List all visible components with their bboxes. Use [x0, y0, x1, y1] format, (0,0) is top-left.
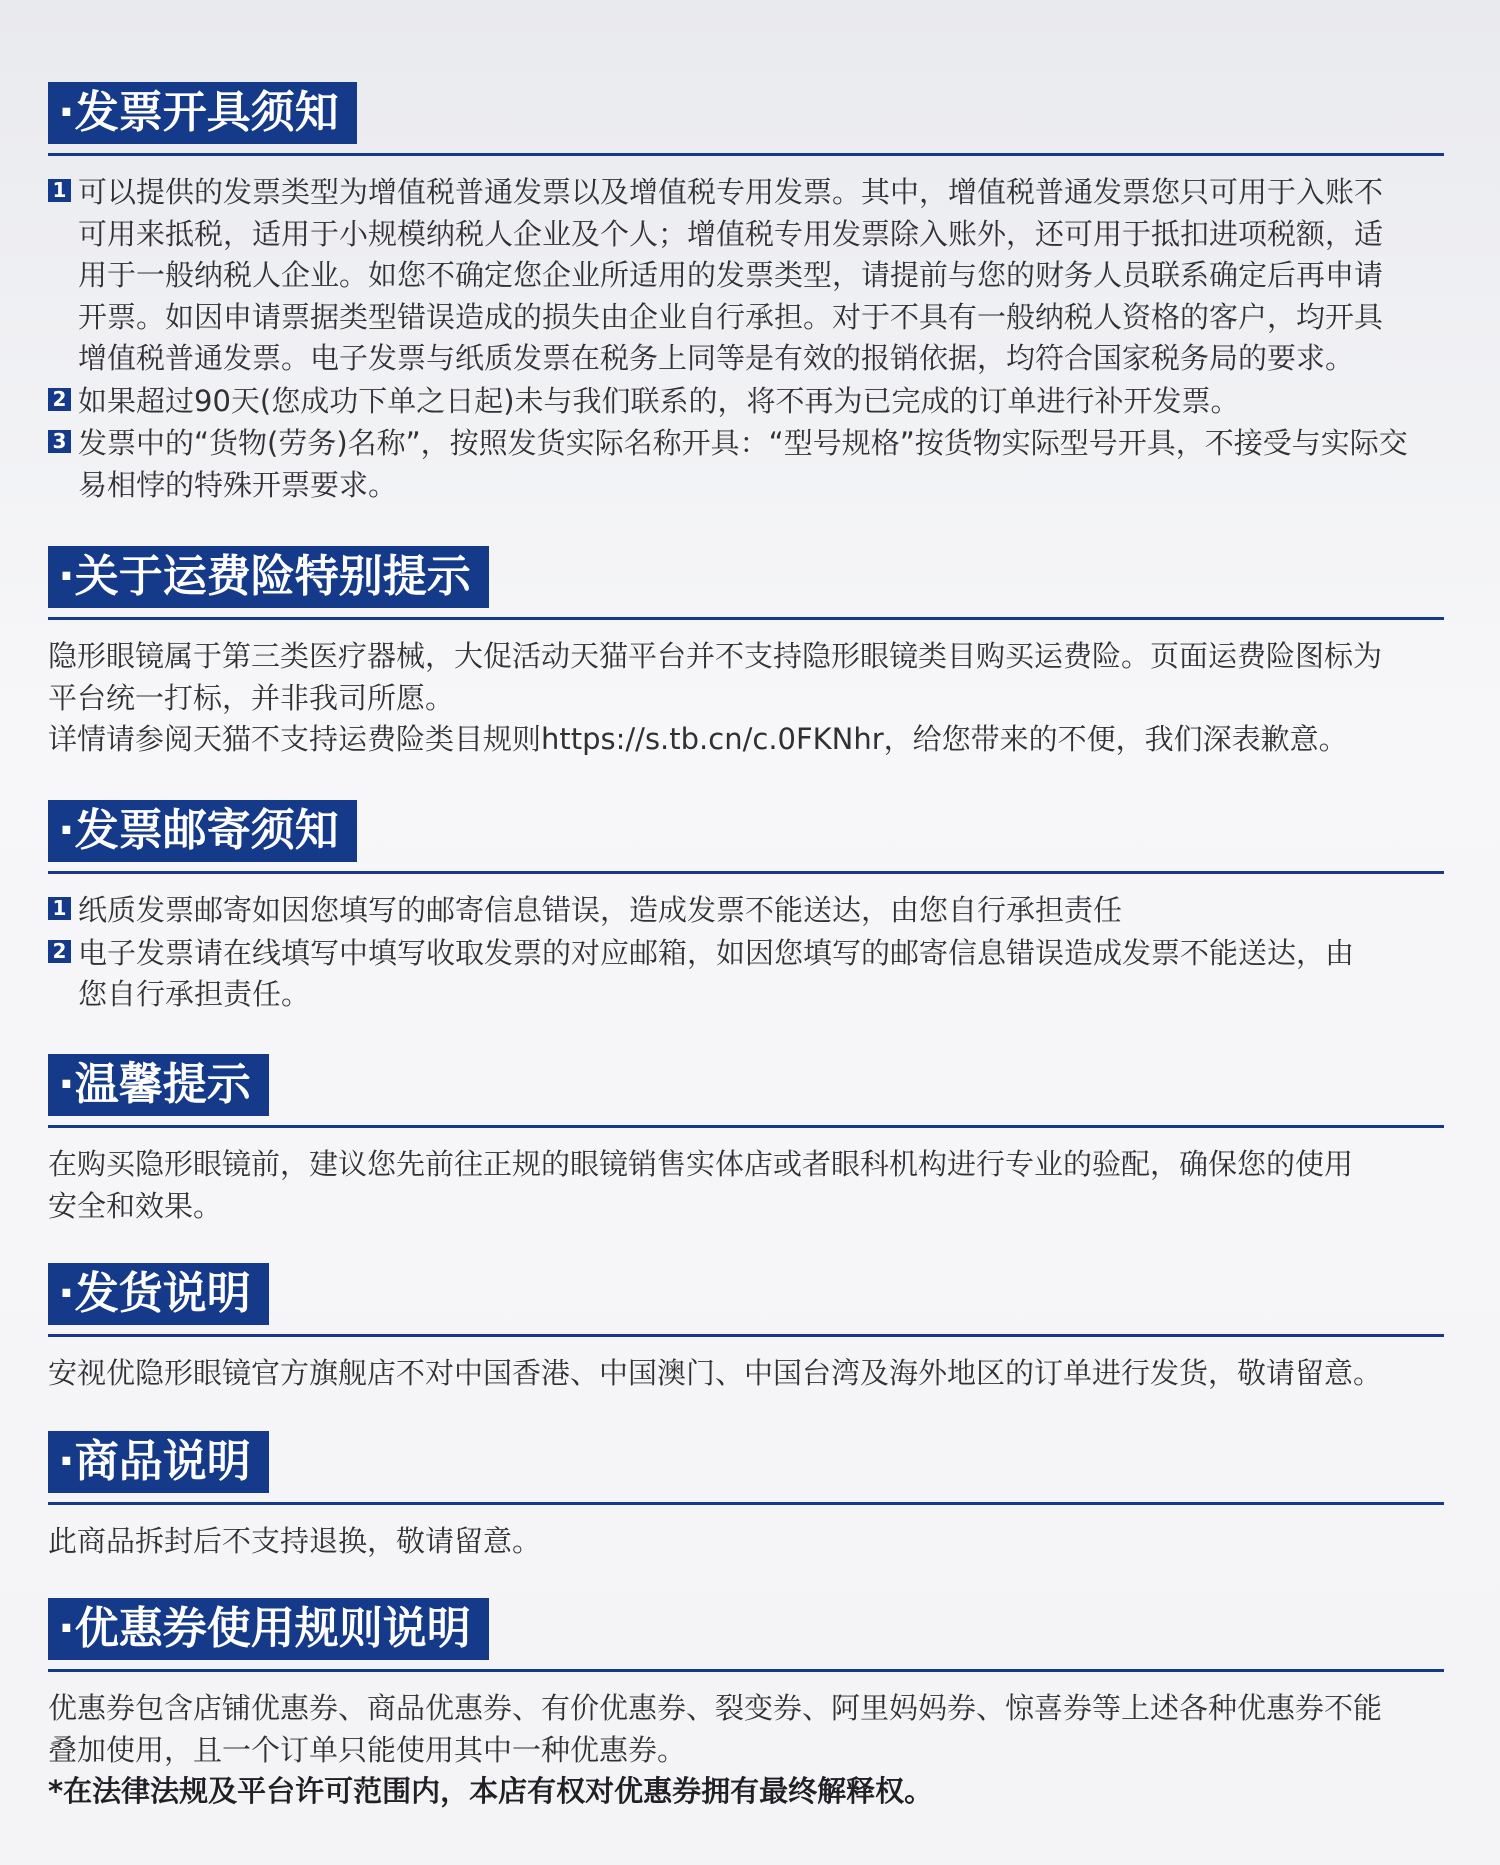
shipping-notice-notes [48, 1353, 1444, 1395]
warm-tips-notes [48, 1144, 1444, 1227]
list-item [48, 381, 1444, 423]
section-title: ·商品说明 [48, 1431, 269, 1493]
shipping-insurance-notes [48, 636, 1444, 761]
section-title: ·发票开具须知 [48, 82, 357, 144]
product-notice-notes [48, 1521, 1444, 1563]
section-divider [48, 1334, 1444, 1337]
text-line: 您自行承担责任。 [78, 977, 311, 1011]
section-title: ·温馨提示 [48, 1054, 269, 1116]
text-line: 电子发票请在线填写中填写收取发票的对应邮箱，如因您填写的邮寄信息错误造成发票不能送达，由 [78, 935, 1355, 970]
text-line: 优惠券包含店铺优惠券、商品优惠券、有价优惠券、裂变券、阿里妈妈券、惊喜券等上述各种优惠券不能 [48, 1691, 1383, 1725]
section-divider [48, 1669, 1444, 1672]
text-line: 增值税普通发票。电子发票与纸质发票在税务上同等是有效的报销依据，均符合国家税务局的要求。 [78, 341, 1355, 375]
section-title: ·关于运费险特别提示 [48, 546, 489, 608]
text-line: 安全和效果。 [48, 1188, 223, 1223]
list-item [48, 172, 1444, 380]
text-line: 平台统一打标，并非我司所愿。 [48, 680, 455, 715]
invoice-mailing-notes [48, 890, 1444, 1016]
text-line: 叠加使用，且一个订单只能使用其中一种优惠券。 [48, 1732, 687, 1767]
text-line: 开票。如因申请票据类型错误造成的损失由企业自行承担。对于不具有一般纳税人资格的客户，均开具 [78, 299, 1384, 334]
product-notice-section [48, 1431, 1444, 1563]
text-line: 可以提供的发票类型为增值税普通发票以及增值税专用发票。其中，增值税普通发票您只可用于入账不 [78, 175, 1384, 209]
number-badge: 3 [48, 430, 71, 453]
text-line: 发票中的“货物(劳务)名称”，按照发货实际名称开具：“型号规格”按货物实际型号开具，不接受与实际交 [78, 426, 1408, 460]
section-title: ·优惠券使用规则说明 [48, 1598, 489, 1660]
text-line: 纸质发票邮寄如因您填写的邮寄信息错误，造成发票不能送达，由您自行承担责任 [78, 893, 1123, 927]
invoice-issuance-section [48, 82, 1444, 507]
text-line: 用于一般纳税人企业。如您不确定您企业所适用的发票类型，请提前与您的财务人员联系确定后再申请 [78, 258, 1384, 292]
text-line: 在购买隐形眼镜前，建议您先前往正规的眼镜销售实体店或者眼科机构进行专业的验配，确保您的使用 [48, 1147, 1354, 1181]
number-badge: 2 [48, 388, 71, 411]
section-divider [48, 1125, 1444, 1128]
section-title: ·发货说明 [48, 1263, 269, 1325]
coupon-rules-section [48, 1598, 1444, 1813]
invoice-mailing-section [48, 800, 1444, 1017]
legal-note: *在法律法规及平台许可范围内，本店有权对优惠券拥有最终解释权。 [48, 1774, 934, 1808]
shipping-notice-section [48, 1263, 1444, 1395]
text-line: 易相悖的特殊开票要求。 [78, 467, 398, 502]
list-item [48, 933, 1444, 1016]
number-badge: 1 [48, 179, 71, 202]
section-divider [48, 617, 1444, 620]
section-divider [48, 1502, 1444, 1505]
invoice-issuance-notes [48, 172, 1444, 506]
list-item [48, 423, 1444, 506]
text-line: 此商品拆封后不支持退换，敬请留意。 [48, 1524, 542, 1558]
text-line: 详情请参阅天猫不支持运费险类目规则https://s.tb.cn/c.0FKNhr，给您带来的不便，我们深表歉意。 [48, 722, 1348, 756]
section-title: ·发票邮寄须知 [48, 800, 357, 862]
number-badge: 1 [48, 897, 71, 920]
text-line: 隐形眼镜属于第三类医疗器械，大促活动天猫平台并不支持隐形眼镜类目购买运费险。页面运费险图标为 [48, 639, 1383, 673]
text-line: 如果超过90天(您成功下单之日起)未与我们联系的，将不再为已完成的订单进行补开发票。 [78, 383, 1240, 418]
coupon-rules-notes [48, 1688, 1444, 1813]
number-badge: 2 [48, 940, 71, 963]
text-line: 安视优隐形眼镜官方旗舰店不对中国香港、中国澳门、中国台湾及海外地区的订单进行发货，敬请留意。 [48, 1356, 1383, 1390]
warm-tips-section [48, 1054, 1444, 1227]
section-divider [48, 153, 1444, 156]
section-divider [48, 871, 1444, 874]
list-item [48, 890, 1444, 932]
shipping-insurance-section [48, 546, 1444, 761]
text-line: 可用来抵税，适用于小规模纳税人企业及个人；增值税专用发票除入账外，还可用于抵扣进项税额，适 [78, 216, 1384, 251]
